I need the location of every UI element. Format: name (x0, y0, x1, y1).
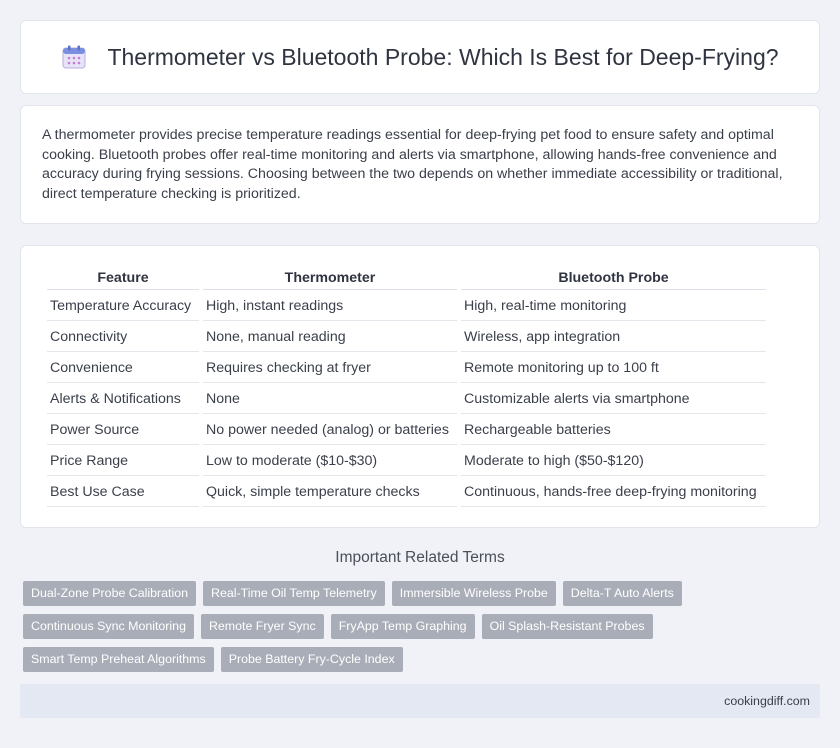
table-cell: High, instant readings (203, 292, 457, 321)
table-cell: Price Range (47, 447, 199, 476)
related-terms-list (23, 581, 823, 680)
table-cell: Customizable alerts via smartphone (461, 385, 766, 414)
intro-text: A thermometer provides precise temperature readings essential for deep-frying pet food to ensure safety and optimal cooking. Bluetooth probes offer real-time monitoring and alerts via smartphone, allowing hands-free convenience and accuracy during frying sessions. Choosing between the two depends on whether immediate accessibility or traditional, direct temperature checking is prioritized. (42, 127, 783, 202)
calendar-icon (61, 44, 87, 70)
related-term-tag[interactable]: Oil Splash-Resistant Probes (482, 614, 653, 639)
related-terms-title: Important Related Terms (335, 549, 505, 566)
table-cell: Continuous, hands-free deep-frying monitoring (461, 478, 766, 507)
table-cell: Wireless, app integration (461, 323, 766, 352)
table-cell: No power needed (analog) or batteries (203, 416, 457, 445)
tag-row (23, 581, 823, 606)
table-cell: Convenience (47, 354, 199, 383)
related-term-tag[interactable]: Delta-T Auto Alerts (563, 581, 682, 606)
related-term-tag[interactable]: Probe Battery Fry-Cycle Index (221, 647, 403, 672)
table-row (47, 478, 766, 507)
tag-row (23, 647, 823, 672)
tag-row (23, 614, 823, 639)
table-cell: Connectivity (47, 323, 199, 352)
table-cell: Rechargeable batteries (461, 416, 766, 445)
related-term-tag[interactable]: Dual-Zone Probe Calibration (23, 581, 196, 606)
table-cell: Alerts & Notifications (47, 385, 199, 414)
table-row (47, 354, 766, 383)
table-cell: Temperature Accuracy (47, 292, 199, 321)
related-term-tag[interactable]: Real-Time Oil Temp Telemetry (203, 581, 385, 606)
related-term-tag[interactable]: Continuous Sync Monitoring (23, 614, 194, 639)
table-row (47, 292, 766, 321)
table-cell: Quick, simple temperature checks (203, 478, 457, 507)
table-header-row (47, 266, 766, 290)
header-bluetooth-probe: Bluetooth Probe (461, 266, 766, 290)
comparison-table (43, 264, 770, 509)
header-card (20, 20, 820, 94)
comparison-card (20, 245, 820, 528)
table-cell: Best Use Case (47, 478, 199, 507)
footer (20, 684, 820, 718)
related-term-tag[interactable]: FryApp Temp Graphing (331, 614, 475, 639)
table-row (47, 416, 766, 445)
table-row (47, 447, 766, 476)
table-cell: None (203, 385, 457, 414)
table-cell: Moderate to high ($50-$120) (461, 447, 766, 476)
header-thermometer: Thermometer (203, 266, 457, 290)
related-term-tag[interactable]: Immersible Wireless Probe (392, 581, 556, 606)
related-term-tag[interactable]: Smart Temp Preheat Algorithms (23, 647, 214, 672)
table-cell: Low to moderate ($10-$30) (203, 447, 457, 476)
table-cell: High, real-time monitoring (461, 292, 766, 321)
page-title: Thermometer vs Bluetooth Probe: Which Is Best for Deep-Frying? (107, 43, 779, 70)
table-cell: Power Source (47, 416, 199, 445)
header-feature: Feature (47, 266, 199, 290)
table-cell: Requires checking at fryer (203, 354, 457, 383)
table-row (47, 385, 766, 414)
footer-site-link[interactable]: cookingdiff.com (724, 694, 810, 708)
table-cell: None, manual reading (203, 323, 457, 352)
table-cell: Remote monitoring up to 100 ft (461, 354, 766, 383)
related-term-tag[interactable]: Remote Fryer Sync (201, 614, 324, 639)
table-row (47, 323, 766, 352)
intro-card (20, 105, 820, 224)
